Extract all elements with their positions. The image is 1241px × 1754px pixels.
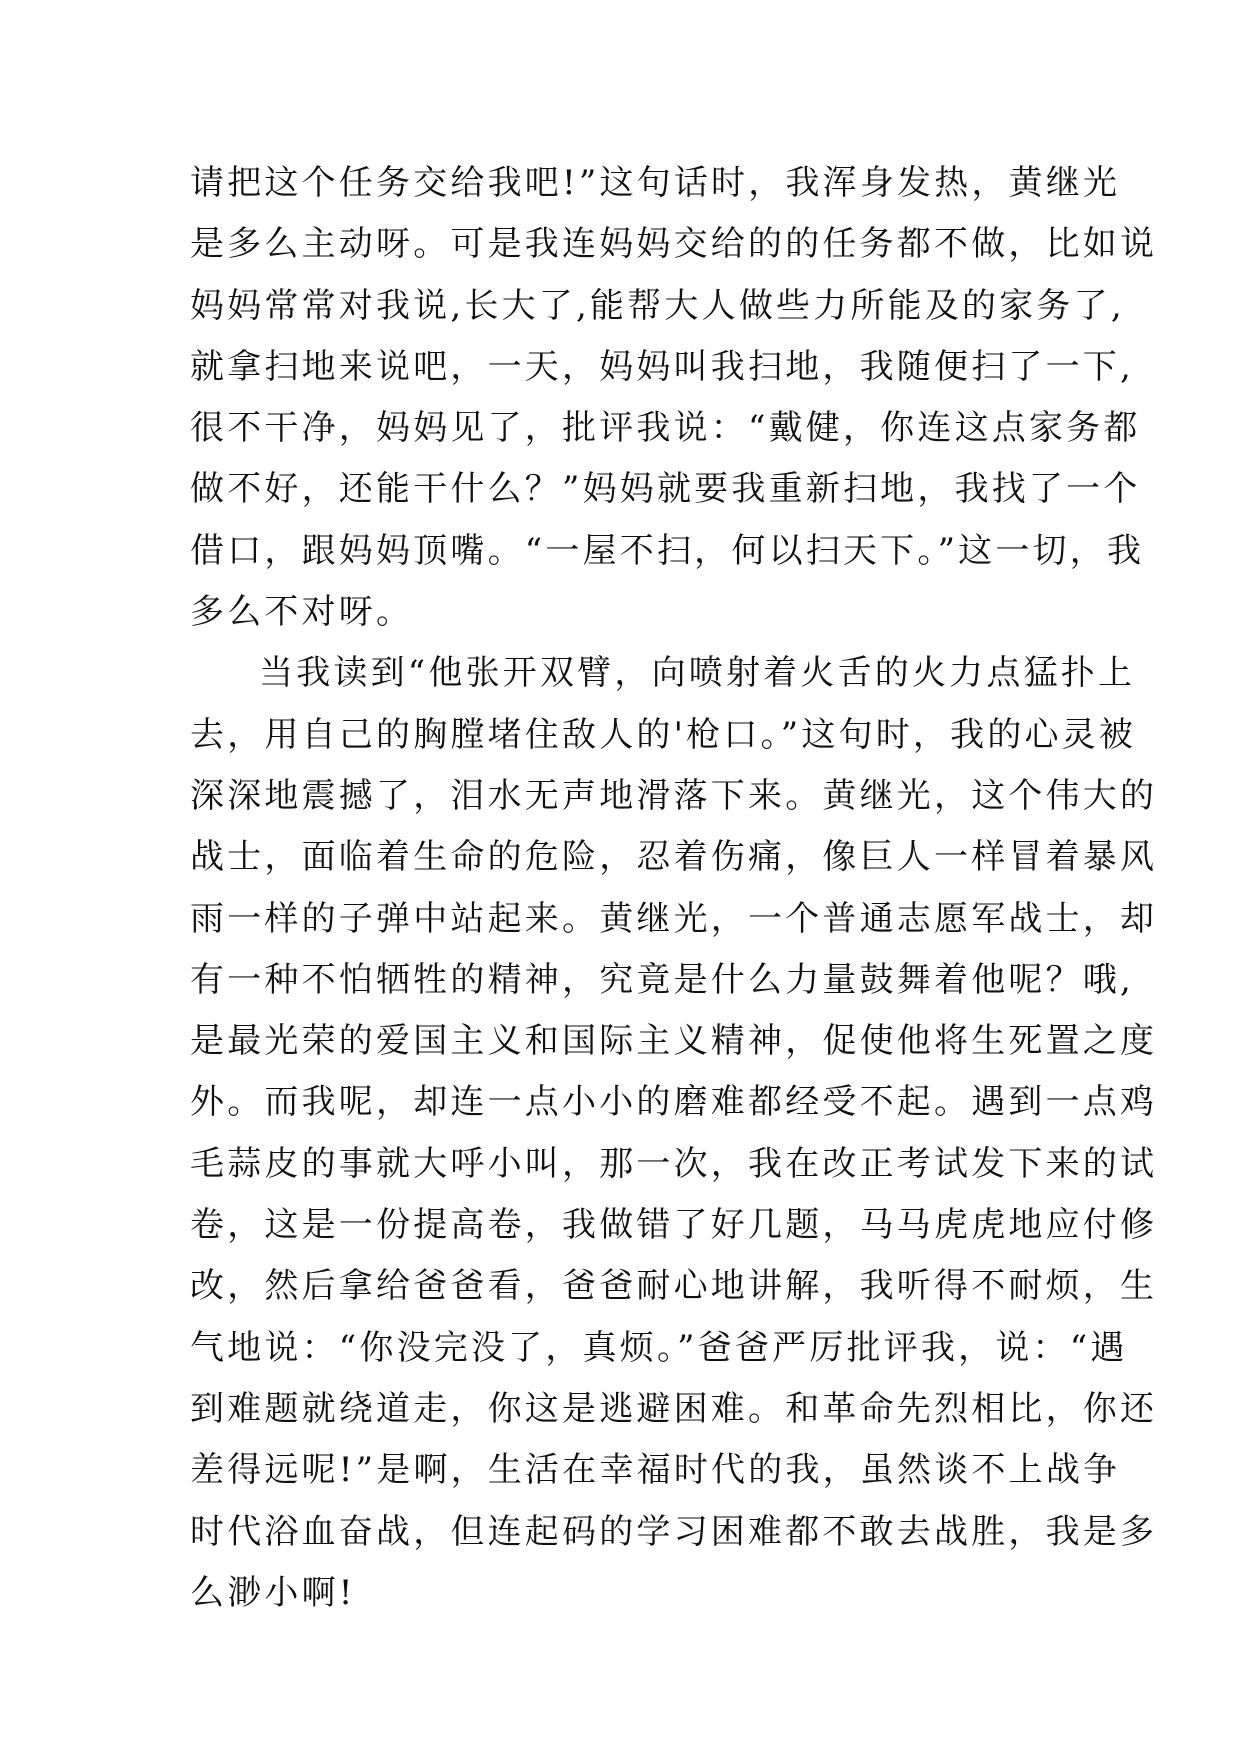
text-line: 有一种不怕牺牲的精神，究竟是什么力量鼓舞着他呢？哦, (190, 959, 1135, 1000)
text-line: 深深地震撼了，泪水无声地滑落下来。黄继光，这个伟大的 (190, 775, 1158, 816)
text-line: 请把这个任务交给我吧!”这句话时，我浑身发热，黄继光 (190, 163, 1121, 203)
text-line-indented: 当我读到“他张开双臂，向喷射着火舌的火力点猛扑上 (259, 653, 1136, 694)
text-line: 是多么主动呀。可是我连妈妈交给的的任务都不做，比如说 (190, 224, 1158, 265)
text-line: 差得远呢!”是啊，生活在幸福时代的我，虽然谈不上战争 (190, 1450, 1121, 1491)
text-line: 借口，跟妈妈顶嘴。“一屋不扫，何以扫天下。”这一切，我 (190, 530, 1145, 571)
text-line: 是最光荣的爱国主义和国际主义精神，促使他将生死置之度 (190, 1021, 1158, 1062)
text-line: 外。而我呢，却连一点小小的磨难都经受不起。遇到一点鸡 (190, 1082, 1158, 1123)
body-text (190, 153, 1158, 1624)
text-line: 么渺小啊! (190, 1572, 356, 1613)
text-line: 做不好，还能干什么？”妈妈就要我重新扫地，我找了一个 (190, 469, 1141, 510)
text-line: 改，然后拿给爸爸看，爸爸耐心地讲解，我听得不耐烦，生 (190, 1266, 1158, 1307)
text-line: 时代浴血奋战，但连起码的学习困难都不敢去战胜，我是多 (190, 1511, 1158, 1552)
text-line: 雨一样的子弹中站起来。黄继光，一个普通志愿军战士，却 (190, 898, 1158, 939)
text-line: 毛蒜皮的事就大呼小叫，那一次，我在改正考试发下来的试 (190, 1143, 1158, 1184)
paragraph-1 (190, 153, 1158, 643)
paragraph-2 (190, 643, 1158, 1624)
text-line: 气地说：“你没完没了，真烦。”爸爸严厉批评我，说：“遇 (190, 1327, 1128, 1368)
text-line: 多么不对呀。 (190, 592, 414, 633)
text-line: 卷，这是一份提高卷，我做错了好几题，马马虎虎地应付修 (190, 1205, 1158, 1246)
text-line: 战士，面临着生命的危险，忍着伤痛，像巨人一样冒着暴风 (190, 837, 1158, 878)
text-line: 去，用自己的胸膛堵住敌人的'枪口。”这句时，我的心灵被 (190, 714, 1137, 755)
text-line: 很不干净，妈妈见了，批评我说：“戴健，你连这点家务都 (190, 408, 1141, 449)
text-line: 妈妈常常对我说,长大了,能帮大人做些力所能及的家务了, (190, 285, 1125, 326)
text-line: 到难题就绕道走，你这是逃避困难。和革命先烈相比，你还 (190, 1388, 1158, 1429)
text-line: 就拿扫地来说吧，一天，妈妈叫我扫地，我随便扫了一下, (190, 346, 1135, 387)
